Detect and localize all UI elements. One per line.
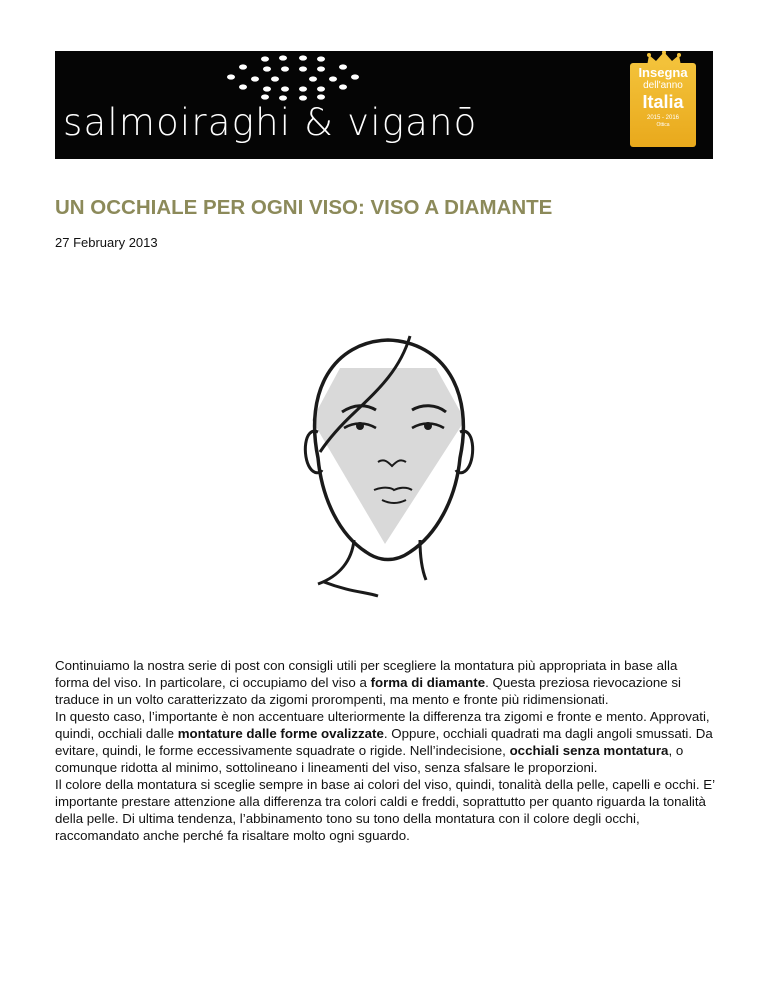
eye-dots-logo-icon [225, 55, 385, 101]
badge-line-4: 2015 - 2016 [646, 115, 680, 121]
badge-panel [630, 63, 696, 147]
paragraph-3: Il colore della montatura si sceglie sempre in base ai colori del viso, quindi, tonalità della pelle, capelli e occhi. E’ importante prestare attenzione alla differenza tra colori caldi e freddi, soprattutto per quanto riguarda la tonalità della pelle. Di ultima tendenza, l’abbinamento tono su tono della montatura con il colore degli occhi, raccomandato anche perché fa risaltare molto ogni sguardo. [55, 777, 715, 843]
header-banner [55, 51, 713, 159]
award-badge [627, 51, 701, 151]
diamond-face-illustration [260, 330, 510, 605]
badge-line-2: dell'anno [643, 80, 683, 91]
right-eye [424, 422, 432, 430]
article-title: UN OCCHIALE PER OGNI VISO: VISO A DIAMANTE [55, 196, 553, 219]
neck-right-side [420, 540, 426, 580]
bold-phrase: montature dalle forme ovalizzate [177, 726, 384, 741]
badge-line-5: Ottica [656, 122, 670, 128]
text-span: . Questa preziosa rievocazione si traduce in un volto caratterizzato da zigomi prorompenti, ma mento e fronte più ridimensionati. [55, 675, 681, 707]
bold-phrase: occhiali senza montatura [509, 743, 669, 758]
bold-phrase: forma di diamante [370, 675, 486, 690]
text-span: Continuiamo la nostra serie di post con consigli utili per scegliere la montatura più appropriata in base alla forma del viso. In particolare, ci occupiamo del viso a [55, 658, 678, 690]
neck-left [318, 540, 354, 584]
text-span: . Oppure, occhiali quadrati ma dagli angoli smussati. Da evitare, quindi, le forme eccessivamente squadrate o rigide. Nell’indecisione, [55, 726, 713, 758]
text-span: In questo caso, l’importante è non accentuare ulteriormente la differenza tra zigomi e fronte e mento. Approvati, quindi, occhiali dalle [55, 709, 710, 741]
paragraph-1 [55, 657, 715, 708]
text-span: , o comunque ridotta al minimo, sottolineano i lineamenti del viso, senza sfalsare le proporzioni. [55, 743, 684, 775]
neck-right [324, 582, 378, 596]
paragraph-2 [55, 708, 715, 776]
badge-line-3: Italia [642, 92, 684, 112]
article-body [55, 657, 715, 844]
article-date: 27 February 2013 [55, 235, 158, 250]
left-eye [356, 422, 364, 430]
badge-line-1: Insegna [638, 65, 688, 80]
brand-wordmark: salmoiraghi & viganō [63, 101, 478, 144]
